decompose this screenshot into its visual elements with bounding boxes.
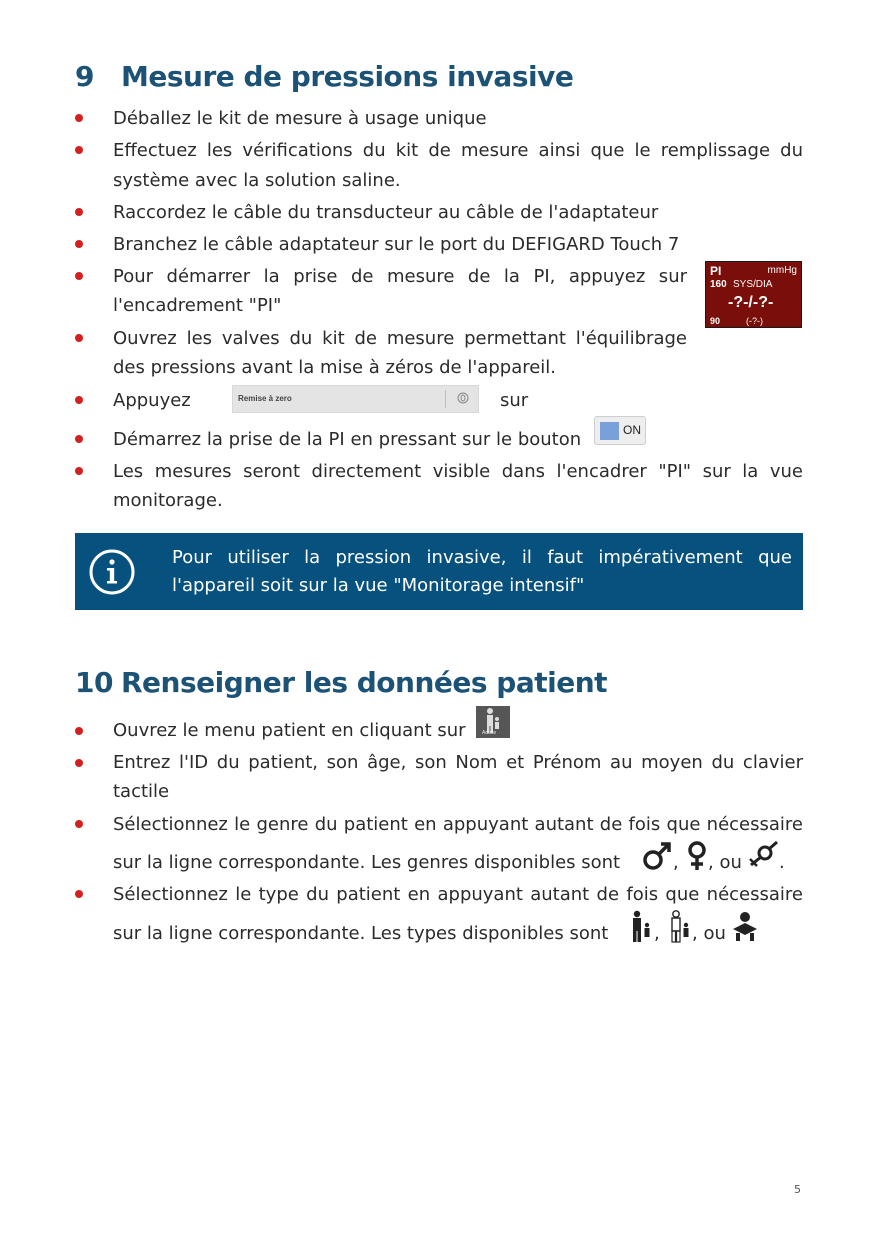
pi-high-limit: 160 [710,279,727,290]
paragraph-line: Entrez l'ID du patient, son âge, son Nom et Prénom au moyen du clavier [113,752,803,773]
section-number: 9 [75,60,94,93]
paragraph-line: sur [500,390,529,411]
infant-type-icon [731,911,759,943]
bullet-dot [75,396,83,404]
zero-reset-button[interactable] [232,385,479,413]
bullet-dot [75,240,83,248]
paragraph-line: sur la ligne correspondante. Les types disponibles sont [113,923,609,944]
bullet-dot [75,146,83,154]
paragraph-line: Sélectionnez le genre du patient en appuyant autant de fois que nécessaire [113,814,803,835]
section-10-heading [75,666,607,699]
paragraph-line: système avec la solution saline. [113,170,401,191]
undetermined-gender-icon [747,840,781,868]
toggle-knob [600,422,619,440]
paragraph-line: Pour démarrer la prise de mesure de la PI, appuyez sur [113,266,687,287]
pi-value: -?-/-?- [728,294,774,311]
pi-low-limit: 90 [710,316,721,326]
pi-label: PI [710,264,722,278]
bullet-dot [75,272,83,280]
paragraph-line: Sélectionnez le type du patient en appuyant autant de fois que nécessaire [113,884,803,905]
paragraph-line: Ouvrez le menu patient en cliquant sur [113,720,466,741]
paragraph-line: l'encadrement "PI" [113,295,282,316]
separator: , [654,923,660,944]
info-line-1: Pour utiliser la pression invasive, il faut impérativement que [172,547,792,568]
adult-child-type-icon [628,910,654,944]
paragraph-line: Démarrez la prise de la PI en pressant sur le bouton [113,429,582,450]
zero-reset-label: Remise à zero [238,394,292,403]
paragraph-line: Effectuez les vérifications du kit de mesure ainsi que le remplissage du [113,140,803,161]
info-text [172,544,792,600]
paragraph-line: monitorage. [113,490,223,511]
bullet-dot [75,759,83,767]
paragraph-line: Déballez le kit de mesure à usage unique [113,108,487,129]
pi-mode: SYS/DIA [733,279,773,290]
paragraph-line: sur la ligne correspondante. Les genres disponibles sont [113,852,621,873]
male-symbol-icon [641,840,675,872]
patient-icon-caption: Adulte [482,730,497,736]
separator: , [673,852,679,873]
info-icon [87,547,137,597]
paragraph-line: Branchez le câble adaptateur sur le port du DEFIGARD Touch 7 [113,234,680,255]
female-symbol-icon [686,840,708,872]
bullet-dot [75,467,83,475]
paragraph-line: des pressions avant la mise à zéros de l'appareil. [113,357,557,378]
paragraph-line: Raccordez le câble du transducteur au câble de l'adaptateur [113,202,659,223]
info-line-2: l'appareil soit sur la vue "Monitorage intensif" [172,575,585,596]
pi-mean: (-?-) [746,316,763,326]
toggle-label: ON [623,423,641,437]
section-title: Renseigner les données patient [121,666,608,699]
divider [445,390,446,408]
bullet-dot [75,114,83,122]
info-callout [75,533,803,610]
bullet-dot [75,334,83,342]
patient-menu-icon[interactable] [476,706,510,738]
pi-unit: mmHg [767,265,797,276]
page-number: 5 [794,1183,801,1196]
pi-display-panel[interactable] [705,261,802,328]
separator: . [779,852,785,873]
child-type-icon [667,910,693,944]
bullet-dot [75,727,83,735]
bullet-dot [75,820,83,828]
separator: , ou [708,852,742,873]
bullet-dot [75,435,83,443]
paragraph-line: Les mesures seront directement visible dans l'encadrer "PI" sur la vue [113,461,803,482]
bullet-dot [75,890,83,898]
bullet-dot [75,208,83,216]
section-number: 10 [75,666,113,699]
on-toggle-button[interactable] [594,416,646,445]
separator: , ou [692,923,726,944]
section-9-heading [75,60,573,93]
paragraph-line: tactile [113,781,170,802]
paragraph-line: Appuyez [113,390,191,411]
section-title: Mesure de pressions invasive [121,60,574,93]
zero-icon [457,392,469,404]
paragraph-line: Ouvrez les valves du kit de mesure permettant l'équilibrage [113,328,687,349]
